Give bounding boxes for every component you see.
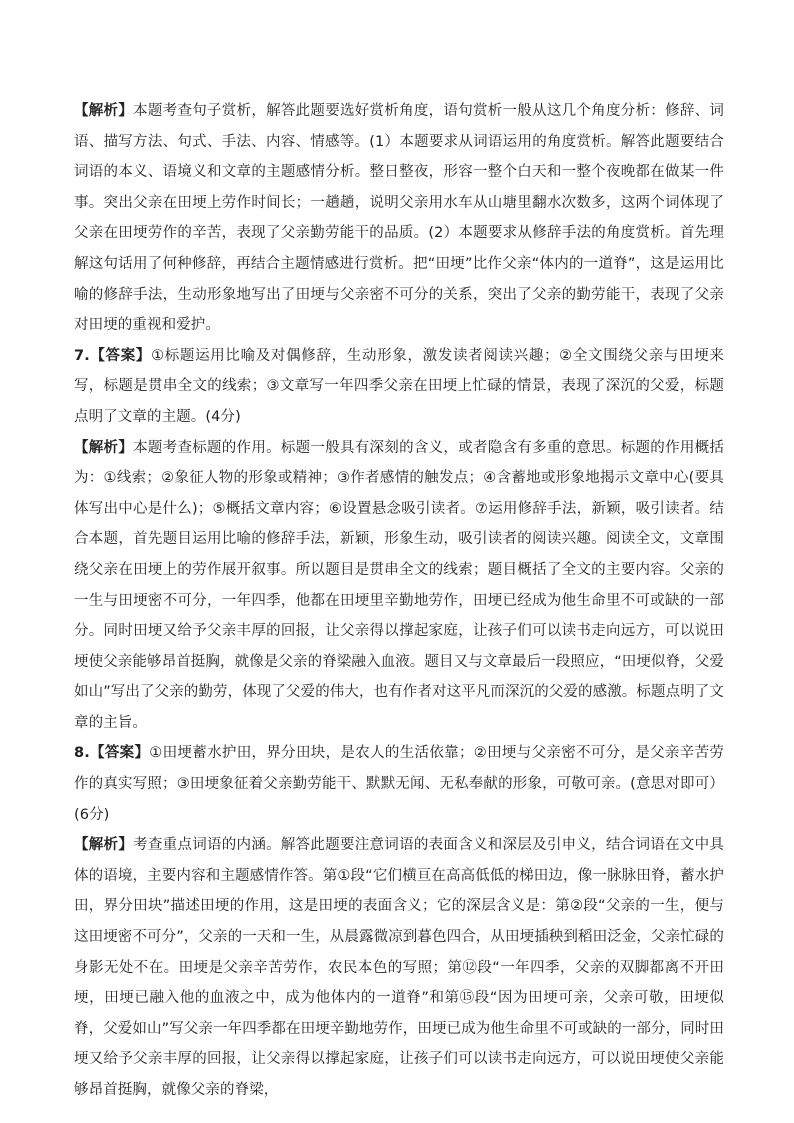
paragraph-text: 本题考查句子赏析，解答此题要选好赏析角度，语句赏析一般从这几个角度分析：修辞、词语、描写方法、句式、手法、内容、情感等。(1）本题要求从词语运用的角度赏析。解答此题要结合词语的本义、语境义和文章的主题感情分析。整日整夜，形容一整个白天和一整个夜晚都在做某一件事。突出父亲在田埂上劳作时间长；一趟趟，说明父亲用水车从山塘里翻水次数多，这两个词体现了父亲在田埂劳作的辛苦，表现了父亲勤劳能干的品质。(2）本题要求从修辞手法的角度赏析。首先理解这句话用了何种修辞，再结合主题情感进行赏析。把“田埂”比作父亲“体内的一道脊”，这是运用比喻的修辞手法，生动形象地写出了田埂与父亲密不可分的关系，突出了父亲的勤劳能干，表现了父亲对田埂的重视和爱护。 (74, 103, 724, 334)
analysis-tag: 【解析】 (74, 103, 134, 119)
analysis-tag: 【解析】 (74, 439, 134, 456)
paragraph-answer-7 (74, 341, 724, 433)
paragraph-text: ①田埂蓄水护田，界分田块，是农人的生活依靠；②田埂与父亲密不可分，是父亲辛苦劳作的真实写照；③田埂象征着父亲勤劳能干、默默无闻、无私奉献的形象，可敬可亲。(意思对即可）(6分) (74, 745, 724, 823)
document-body (74, 96, 724, 1106)
analysis-tag: 【解析】 (74, 837, 134, 854)
paragraph-text: 考查重点词语的内涵。解答此题要注意词语的表面含义和深层及引申义，结合词语在文中具体的语境，主要内容和主题感情作答。第①段“它们横亘在高高低低的梯田边，像一脉脉田脊，蓄水护田，界分田块”描述田埂的作用，这是田埂的表面含义；它的深层含义是：第②段“父亲的一生，便与这田埂密不可分”，父亲的一天和一生，从晨露微凉到暮色四合，从田埂插秧到稻田泛金，父亲忙碌的身影无处不在。田埂是父亲辛苦劳作，农民本色的写照；第⑫段“一年四季，父亲的双脚都离不开田埂，田埂已融入他的血液之中，成为他体内的一道脊”和第⑮段“因为田埂可亲，父亲可敬，田埂似脊，父爱如山”写父亲一年四季都在田埂辛勤地劳作，田埂已成为他生命里不可或缺的一部分，同时田埂又给予父亲丰厚的回报，让父亲得以撑起家庭，让孩子们可以读书走向远方，可以说田埂使父亲能够昂首挺胸，就像父亲的脊梁， (74, 837, 725, 1098)
answer-tag: 7.【答案】 (74, 347, 152, 364)
answer-tag: 8.【答案】 (74, 745, 150, 762)
paragraph-answer-8 (74, 738, 724, 830)
paragraph-text: ①标题运用比喻及对偶修辞，生动形象，激发读者阅读兴趣；②全文围绕父亲与田埂来写，标题是贯串全文的线索；③文章写一年四季父亲在田埂上忙碌的情景，表现了深沉的父爱，标题点明了文章的主题。(4分) (74, 347, 724, 425)
paragraph-analysis-7 (74, 433, 724, 739)
paragraph-text: 本题考查标题的作用。标题一般具有深刻的含义，或者隐含有多重的意思。标题的作用概括为：①线索；②象征人物的形象或精神；③作者感情的触发点；④含蓄地或形象地揭示文章中心(要具体写出中心是什么)；⑤概括文章内容；⑥设置悬念吸引读者。⑦运用修辞手法，新颖，吸引读者。结合本题，首先题目运用比喻的修辞手法，新颖，形象生动，吸引读者的阅读兴趣。阅读全文，文章围绕父亲在田埂上的劳作展开叙事。所以题目是贯串全文的线索；题目概括了全文的主要内容。父亲的一生与田埂密不可分，一年四季，他都在田埂里辛勤地劳作，田埂已经成为他生命里不可或缺的一部分。同时田埂又给予父亲丰厚的回报，让父亲得以撑起家庭，让孩子们可以读书走向远方，可以说田埂使父亲能够昂首挺胸，就像是父亲的脊梁融入血液。题目又与文章最后一段照应，“田埂似脊，父爱如山”写出了父亲的勤劳，体现了父爱的伟大，也有作者对这平凡而深沉的父爱的感激。标题点明了文章的主旨。 (74, 439, 725, 731)
paragraph-analysis-8 (74, 830, 724, 1105)
paragraph-analysis-6 (74, 96, 724, 341)
